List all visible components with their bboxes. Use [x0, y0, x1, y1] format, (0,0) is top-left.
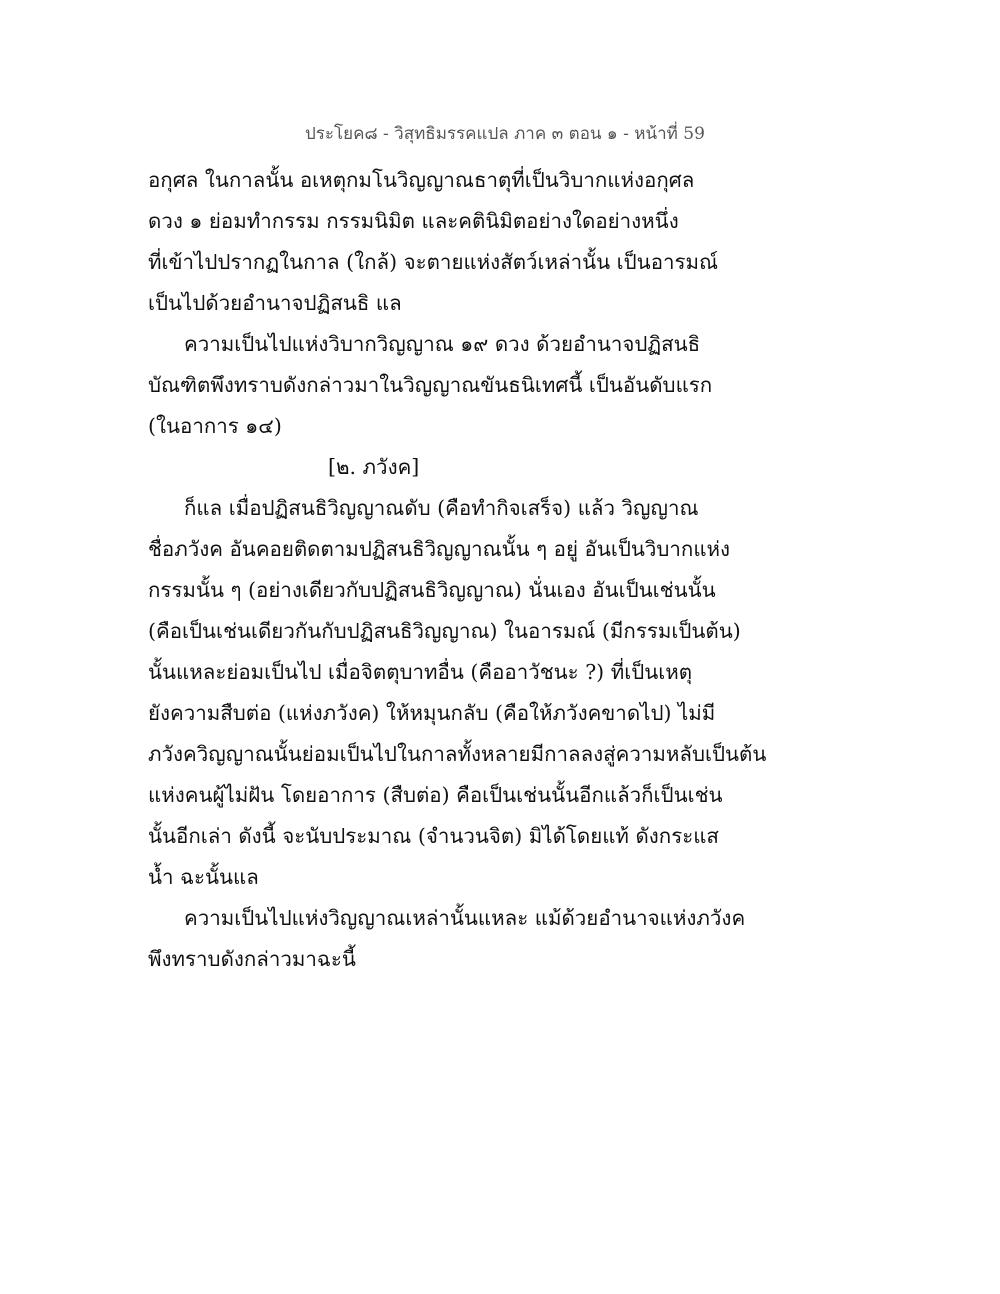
text-line: พึงทราบดังกล่าวมาฉะนี้: [148, 947, 356, 971]
text-line: ที่เข้าไปปรากฏในกาล (ใกล้) จะตายแห่งสัตว์เหล่านั้น เป็นอารมณ์: [148, 250, 719, 274]
text-line: น้ำ ฉะนั้นแล: [148, 865, 259, 889]
text-line: ชื่อภวังค อันคอยติดตามปฏิสนธิวิญญาณนั้น ๆ อยู่ อันเป็นวิบากแห่ง: [148, 537, 731, 561]
text-line: บัณฑิตพึงทราบดังกล่าวมาในวิญญาณขันธนิเทศนี้ เป็นอันดับแรก: [148, 373, 713, 397]
text-line: ก็แล เมื่อปฏิสนธิวิญญาณดับ (คือทำกิจเสร็จ) แล้ว วิญญาณ: [184, 496, 699, 520]
text-line: (คือเป็นเช่นเดียวกันกับปฏิสนธิวิญญาณ) ในอารมณ์ (มีกรรมเป็นต้น): [148, 619, 741, 643]
section-heading: [๒. ภวังค]: [328, 455, 420, 479]
text-line: อกุศล ในกาลนั้น อเหตุกมโนวิญญาณธาตุที่เป็นวิบากแห่งอกุศล: [148, 168, 695, 192]
text-line: เป็นไปด้วยอำนาจปฏิสนธิ แล: [148, 291, 402, 315]
text-line: นั้นแหละย่อมเป็นไป เมื่อจิตตุบาทอื่น (คืออาวัชนะ ?) ที่เป็นเหตุ: [148, 660, 693, 684]
text-line: (ในอาการ ๑๔): [148, 414, 282, 438]
text-line: ความเป็นไปแห่งวิบากวิญญาณ ๑๙ ดวง ด้วยอำนาจปฏิสนธิ: [184, 332, 701, 356]
text-line: กรรมนั้น ๆ (อย่างเดียวกับปฏิสนธิวิญญาณ) นั่นเอง อันเป็นเช่นนั้น: [148, 578, 716, 602]
text-line: แห่งคนผู้ไม่ฝัน โดยอาการ (สืบต่อ) คือเป็นเช่นนั้นอีกแล้วก็เป็นเช่น: [148, 783, 723, 807]
body-text: [148, 160, 767, 980]
text-line: นั้นอีกเล่า ดังนี้ จะนับประมาณ (จำนวนจิต) มิได้โดยแท้ ดังกระแส: [148, 824, 719, 848]
text-line: ความเป็นไปแห่งวิญญาณเหล่านั้นแหละ แม้ด้วยอำนาจแห่งภวังค: [184, 906, 746, 930]
running-header: ประโยค๘ - วิสุทธิมรรคแปล ภาค ๓ ตอน ๑ - หน้าที่ 59: [305, 124, 705, 144]
text-line: ดวง ๑ ย่อมทำกรรม กรรมนิมิต และคตินิมิตอย่างใดอย่างหนึ่ง: [148, 209, 679, 233]
text-line: ยังความสืบต่อ (แห่งภวังค) ให้หมุนกลับ (คือให้ภวังคขาดไป) ไม่มี: [148, 701, 716, 725]
text-line: ภวังควิญญาณนั้นย่อมเป็นไปในกาลทั้งหลายมีกาลลงสู่ความหลับเป็นต้น: [148, 742, 767, 766]
